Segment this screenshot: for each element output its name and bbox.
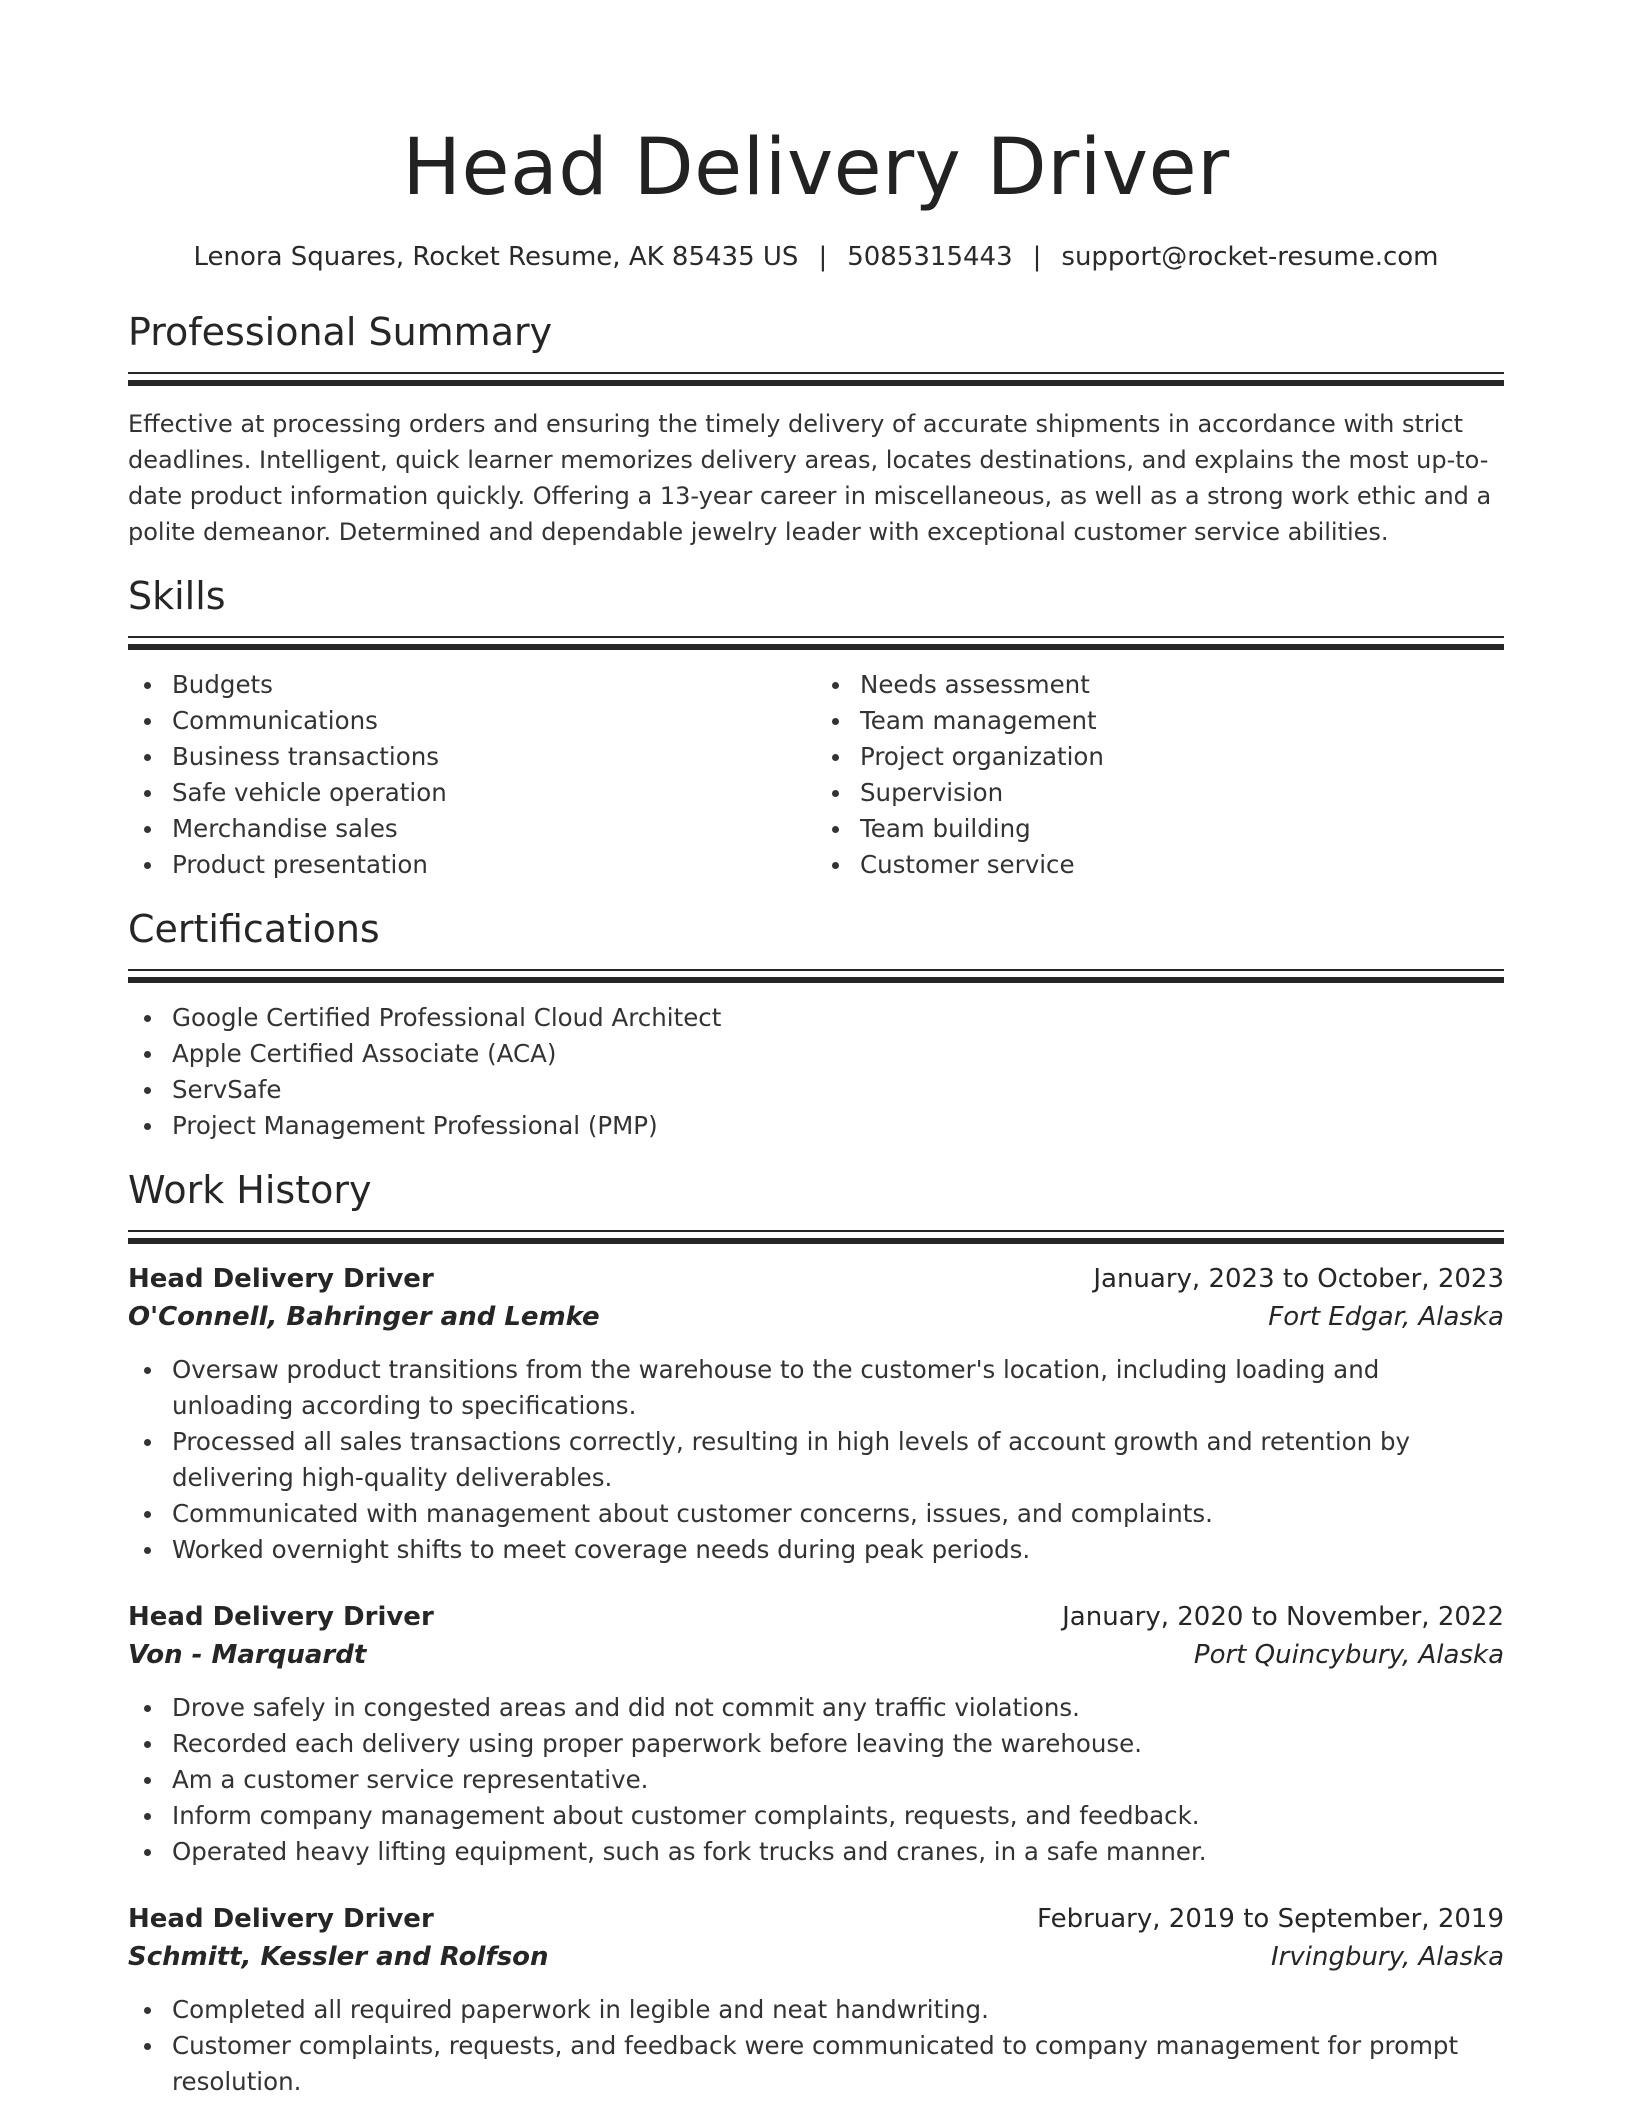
job-bullet: Recorded each delivery using proper paperwork before leaving the warehouse. xyxy=(172,1726,1504,1762)
job-entry xyxy=(128,1900,1504,2100)
contact-email: support@rocket-resume.com xyxy=(1061,242,1439,272)
job-title: Head Delivery Driver xyxy=(128,1602,434,1632)
job-header xyxy=(128,1598,1504,1636)
job-bullet: Oversaw product transitions from the warehouse to the customer's location, including loading and unloading according to specifications. xyxy=(172,1352,1504,1424)
job-entry xyxy=(128,1598,1504,1870)
section-heading-work-history: Work History xyxy=(128,1168,372,1212)
skill-item: Team management xyxy=(860,703,1504,739)
job-company: O'Connell, Bahringer and Lemke xyxy=(128,1302,600,1332)
skill-item: Safe vehicle operation xyxy=(172,775,816,811)
contact-separator: | xyxy=(818,242,828,272)
job-bullet: Completed all required paperwork in legible and neat handwriting. xyxy=(172,1992,1504,2028)
job-subheader xyxy=(128,1938,1504,1976)
job-entry xyxy=(128,1260,1504,1568)
skill-item: Business transactions xyxy=(172,739,816,775)
certifications-list xyxy=(128,1000,1504,1144)
section-rule xyxy=(128,1230,1504,1232)
certifications-section xyxy=(128,905,1504,1144)
skill-item: Project organization xyxy=(860,739,1504,775)
job-title: Head Delivery Driver xyxy=(128,1904,434,1934)
summary-section xyxy=(128,308,1504,550)
job-bullet: Inform company management about customer complaints, requests, and feedback. xyxy=(172,1798,1504,1834)
skill-item: Supervision xyxy=(860,775,1504,811)
job-title: Head Delivery Driver xyxy=(128,1264,434,1294)
section-rule xyxy=(128,1238,1504,1244)
job-bullets xyxy=(128,1352,1504,1568)
resume-title: Head Delivery Driver xyxy=(402,123,1230,213)
summary-text: Effective at processing orders and ensuring the timely delivery of accurate shipments in accordance with strict deadlines. Intelligent, quick learner memorizes delivery areas, locates destinations, and explains the most up-to-date product information quickly. Offering a 13-year career in miscellaneous, as well as a strong work ethic and a polite demeanor. Determined and dependable jewelry leader with exceptional customer service abilities. xyxy=(128,410,1492,546)
section-rule xyxy=(128,644,1504,650)
job-dates: January, 2023 to October, 2023 xyxy=(1093,1264,1504,1294)
job-location: Fort Edgar, Alaska xyxy=(1268,1302,1504,1332)
section-rule xyxy=(128,636,1504,638)
job-header xyxy=(128,1260,1504,1298)
job-bullet: Processed all sales transactions correctly, resulting in high levels of account growth and retention by delivering high-quality deliverables. xyxy=(172,1424,1504,1496)
skill-item: Needs assessment xyxy=(860,667,1504,703)
skill-item: Budgets xyxy=(172,667,816,703)
section-rule xyxy=(128,977,1504,983)
job-bullet: Am a customer service representative. xyxy=(172,1762,1504,1798)
skill-item: Communications xyxy=(172,703,816,739)
job-location: Irvingbury, Alaska xyxy=(1271,1942,1504,1972)
certification-item: Project Management Professional (PMP) xyxy=(172,1108,1504,1144)
job-bullet: Worked overnight shifts to meet coverage needs during peak periods. xyxy=(172,1532,1504,1568)
section-heading-summary: Professional Summary xyxy=(128,310,553,354)
resume-page xyxy=(128,0,1504,2100)
skill-item: Customer service xyxy=(860,847,1504,883)
job-subheader xyxy=(128,1636,1504,1674)
skill-item: Team building xyxy=(860,811,1504,847)
section-heading-skills: Skills xyxy=(128,574,226,618)
skill-item: Merchandise sales xyxy=(172,811,816,847)
job-dates: February, 2019 to September, 2019 xyxy=(1037,1904,1504,1934)
job-bullet: Customer complaints, requests, and feedback were communicated to company management for prompt resolution. xyxy=(172,2028,1504,2100)
skills-grid xyxy=(128,667,1504,883)
job-header xyxy=(128,1900,1504,1938)
section-rule xyxy=(128,372,1504,374)
certification-item: Google Certified Professional Cloud Architect xyxy=(172,1000,1504,1036)
certification-item: Apple Certified Associate (ACA) xyxy=(172,1036,1504,1072)
job-bullets xyxy=(128,1690,1504,1870)
skills-list-right xyxy=(816,667,1504,883)
job-company: Schmitt, Kessler and Rolfson xyxy=(128,1942,549,1972)
job-bullet: Communicated with management about customer concerns, issues, and complaints. xyxy=(172,1496,1504,1532)
skill-item: Product presentation xyxy=(172,847,816,883)
certification-item: ServSafe xyxy=(172,1072,1504,1108)
skills-section xyxy=(128,572,1504,883)
job-bullet: Operated heavy lifting equipment, such as fork trucks and cranes, in a safe manner. xyxy=(172,1834,1504,1870)
work-history-section xyxy=(128,1166,1504,2100)
job-bullets xyxy=(128,1992,1504,2100)
skills-list-left xyxy=(128,667,816,883)
job-bullet: Drove safely in congested areas and did not commit any traffic violations. xyxy=(172,1690,1504,1726)
contact-line xyxy=(128,240,1504,274)
job-location: Port Quincybury, Alaska xyxy=(1193,1640,1504,1670)
section-heading-certifications: Certifications xyxy=(128,907,380,951)
contact-phone: 5085315443 xyxy=(847,242,1013,272)
job-company: Von - Marquardt xyxy=(128,1640,367,1670)
contact-separator: | xyxy=(1032,242,1042,272)
job-dates: January, 2020 to November, 2022 xyxy=(1062,1602,1504,1632)
contact-address: Lenora Squares, Rocket Resume, AK 85435 US xyxy=(193,242,799,272)
section-rule xyxy=(128,969,1504,971)
job-subheader xyxy=(128,1298,1504,1336)
section-rule xyxy=(128,380,1504,386)
